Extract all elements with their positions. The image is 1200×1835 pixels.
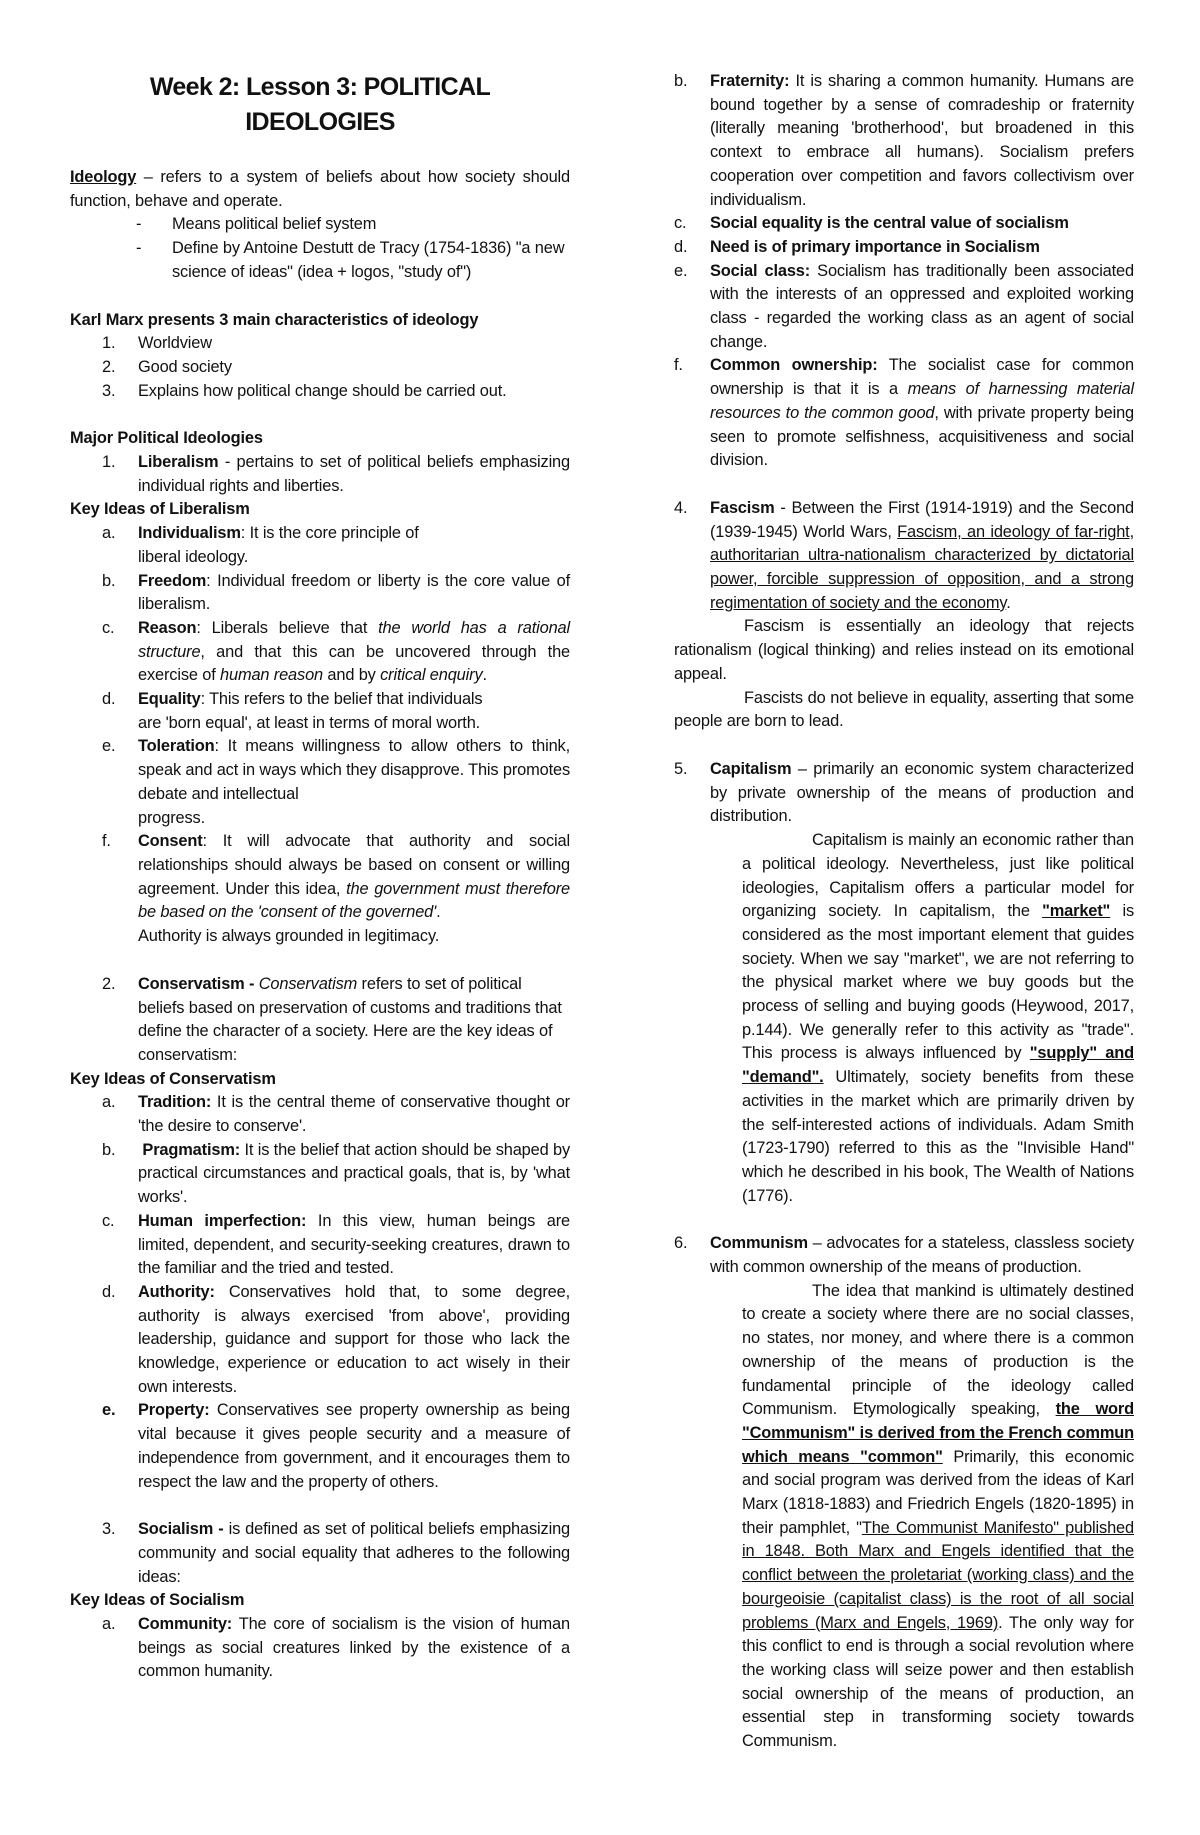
list-item: 1. Worldview xyxy=(102,334,212,353)
socialism-idea-b: b. Fraternity: It is sharing a common humanity. Humans are bound together by a sense of comradeship or fraternity (literally meaning 'brotherhood', but broadened in this context to embrace all humans). Socialism prefers cooperation over competition and favors collectivism over individualism. xyxy=(674,72,1134,209)
conservatism-idea-a: a. Tradition: It is the central theme of conservative thought or 'the desire to conserve'. xyxy=(102,1093,570,1136)
socialism-idea-e: e. Social class: Socialism has traditionally been associated with the interests of an oppressed and exploited working class - regarded the working class as an agent of social change. xyxy=(674,261,1134,351)
liberalism-item: 1. Liberalism - pertains to set of political beliefs emphasizing individual rights and liberties. xyxy=(102,453,570,495)
socialism-idea-d: d. Need is of primary importance in Socialism xyxy=(674,237,1040,256)
conservatism-idea-c: c. Human imperfection: In this view, human beings are limited, dependent, and security-seeking creatures, drawn to the familiar and the tried and tested. xyxy=(102,1211,570,1278)
liberalism-idea-c: c. Reason: Liberals believe that the world has a rational structure, and that this can be uncovered through the exercise of human reason and by critical enquiry. xyxy=(102,618,570,685)
communism-item: 6. Communism – advocates for a stateless, classless society with common ownership of the means of production. xyxy=(674,1234,1134,1277)
page-title: Week 2: Lesson 3: POLITICAL IDEOLOGIES xyxy=(149,73,491,136)
major-heading: Major Political Ideologies xyxy=(70,429,263,448)
liberalism-idea-d: d. Equality: This refers to the belief that individuals are 'born equal', at least in terms of moral worth. xyxy=(102,690,483,732)
capitalism-item: 5. Capitalism – primarily an economic system characterized by private ownership of the means of production and distribution. xyxy=(674,759,1134,826)
socialism-item: 3. Socialism - is defined as set of political beliefs emphasizing community and social equality that adheres to the following ideas: xyxy=(102,1520,570,1586)
liberalism-key-heading: Key Ideas of Liberalism xyxy=(70,500,250,519)
ideology-bullet: - Define by Antoine Destutt de Tracy (1754-1836) "a new science of ideas" (idea + logos, "study of") xyxy=(136,239,565,281)
communism-paragraph: The idea that mankind is ultimately destined to create a society where there are no social classes, no states, nor money, and where there is a common ownership of the means of production is the fundamental principle of the ideology called Communism. Etymologically speaking, the word "Communism" is derived from the French commun which means "common" Primarily, this economic and social program was derived from the ideas of Karl Marx (1818-1883) and Friedrich Engels (1820-1895) in their pamphlet, "The Communist Manifesto" published in 1848. Both Marx and Engels identified that the conflict between the proletariat (working class) and the bourgeoisie (capitalist class) is the root of all social problems (Marx and Engels, 1969). The only way for this conflict to end is through a social revolution where the working class will seize power and then establish social ownership of the means of production, an essential step in transforming society towards Communism. xyxy=(742,1281,1134,1751)
socialism-idea-f: f. Common ownership: The socialist case for common ownership is that it is a means of harnessing material resources to the common good, with private property being seen to promote selfishness, acquisitiveness and social division. xyxy=(674,356,1134,470)
conservatism-idea-b: b. Pragmatism: It is the belief that action should be shaped by practical circumstances and practical goals, that is, by 'what works'. xyxy=(102,1140,570,1207)
list-item: 3. Explains how political change should be carried out. xyxy=(102,381,507,400)
capitalism-paragraph: Capitalism is mainly an economic rather than a political ideology. Nevertheless, just like political ideologies, Capitalism offers a particular model for organizing society. In capitalism, the "market" is considered as the most important element that guides society. When we say "market", we are not referring to the physical market where we buy goods but the process of selling and buying goods (Heywood, 2017, p.144). We generally refer to this activity as "trade". This process is always influenced by "supply" and "demand". Ultimately, society benefits from these activities in the market which are primarily driven by the self-interested actions of individuals. Adam Smith (1723-1790) referred to this as the "Invisible Hand" which he described in his book, The Wealth of Nations (1776). xyxy=(742,831,1135,1205)
conservatism-item: 2. Conservatism - Conservatism refers to set of political beliefs based on preservation of customs and traditions that define the character of a society. Here are the key ideas of conservatism: xyxy=(102,974,562,1064)
fascism-paragraph: Fascism is essentially an ideology that rejects rationalism (logical thinking) and relies instead on its emotional appeal. xyxy=(674,617,1134,683)
socialism-key-heading: Key Ideas of Socialism xyxy=(70,1591,245,1610)
list-item: 2. Good society xyxy=(102,357,232,376)
ideology-bullet: - Means political belief system xyxy=(136,215,377,234)
liberalism-idea-f: f. Consent: It will advocate that authority and social relationships should always be based on consent or willing agreement. Under this idea, the government must therefore be based on the 'consent of the governed'. Authority is always grounded in legitimacy. xyxy=(102,832,570,946)
conservatism-idea-d: d. Authority: Conservatives hold that, to some degree, authority is always exercised 'from above', providing leadership, guidance and support for those who lack the knowledge, experience or education to act wisely in their own interests. xyxy=(102,1282,570,1396)
right-column xyxy=(674,70,1134,1835)
marx-heading: Karl Marx presents 3 main characteristics of ideology xyxy=(70,310,479,329)
fascism-item: 4. Fascism - Between the First (1914-1919) and the Second (1939-1945) World Wars, Fascism, an ideology of far-right, authoritarian ultra-nationalism characterized by dictatorial power, forcible suppression of opposition, and a strong regimentation of society and the economy. xyxy=(674,498,1134,612)
conservatism-idea-e: e. Property: Conservatives see property ownership as being vital because it gives people security and a measure of independence from government, and it encourages them to respect the law and the property of others. xyxy=(102,1401,570,1491)
fascism-paragraph: Fascists do not believe in equality, asserting that some people are born to lead. xyxy=(674,688,1134,731)
conservatism-key-heading: Key Ideas of Conservatism xyxy=(70,1069,276,1088)
liberalism-idea-b: b. Freedom: Individual freedom or liberty is the core value of liberalism. xyxy=(102,571,570,614)
liberalism-idea-e: e. Toleration: It means willingness to allow others to think, speak and act in ways which they disapprove. This promotes debate and intellectual progress. xyxy=(102,737,570,827)
liberalism-idea-a: a. Individualism: It is the core principle of liberal ideology. xyxy=(102,524,419,566)
left-column xyxy=(70,70,570,1835)
socialism-idea-c: c. Social equality is the central value of socialism xyxy=(674,214,1069,233)
ideology-definition: Ideology – refers to a system of beliefs about how society should function, behave and operate. xyxy=(70,168,570,210)
socialism-idea-a: a. Community: The core of socialism is the vision of human beings as social creatures linked by the existence of a common humanity. xyxy=(102,1615,570,1681)
